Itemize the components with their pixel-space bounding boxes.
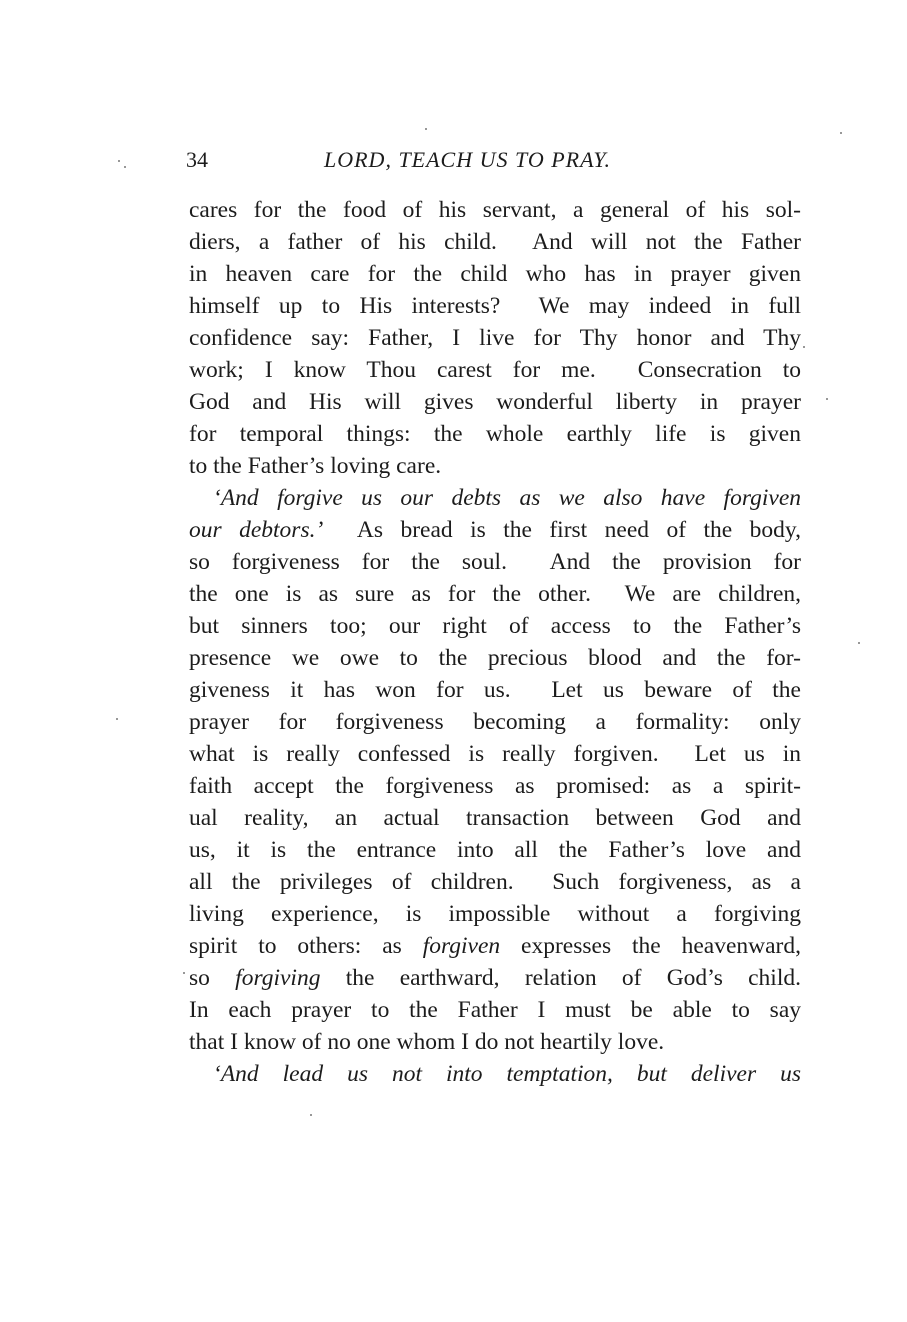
- text-segment: presence we owe to the precious blood and the for-: [189, 645, 801, 671]
- text-line: [189, 258, 801, 290]
- text-line: [189, 1058, 801, 1090]
- text-line: [189, 994, 801, 1026]
- text-segment: expresses the heavenward,: [500, 933, 801, 959]
- scan-speck: [840, 132, 842, 134]
- page-number: 34: [186, 147, 208, 172]
- scan-speck: [118, 160, 120, 162]
- text-segment: to the Father’s loving care.: [189, 453, 442, 479]
- text-line: [189, 642, 801, 674]
- text-line: [189, 354, 801, 386]
- body-text: [189, 194, 801, 1090]
- italic-text: forgiven: [422, 933, 501, 959]
- italic-text: our debtors.’: [189, 517, 324, 543]
- text-segment: in heaven care for the child who has in prayer given: [189, 261, 801, 287]
- text-segment: himself up to His interests? We may indeed in full: [189, 293, 801, 319]
- text-line: [189, 194, 801, 226]
- text-segment: the earthward, relation of God’s child.: [320, 965, 801, 991]
- text-line: [189, 546, 801, 578]
- text-line: [189, 898, 801, 930]
- text-line: [189, 834, 801, 866]
- text-segment: living experience, is impossible without a forgiving: [189, 901, 801, 927]
- text-line: [189, 674, 801, 706]
- text-segment: diers, a father of his child. And will not the Father: [189, 229, 801, 255]
- text-segment: As bread is the first need of the body,: [323, 517, 801, 543]
- scan-speck: [310, 1114, 312, 1116]
- text-segment: so: [189, 965, 236, 991]
- text-segment: ual reality, an actual transaction between God and: [189, 805, 801, 831]
- text-segment: all the privileges of children. Such forgiveness, as a: [189, 869, 801, 895]
- text-segment: confidence say: Father, I live for Thy honor and Thy: [189, 325, 801, 351]
- scan-speck: [803, 346, 805, 348]
- text-line: [189, 1026, 801, 1058]
- text-line: [189, 610, 801, 642]
- text-segment: prayer for forgiveness becoming a formality: only: [189, 709, 801, 735]
- text-line: [189, 290, 801, 322]
- text-segment: spirit to others: as: [189, 933, 423, 959]
- text-line: [189, 226, 801, 258]
- italic-text: forgiving: [235, 965, 321, 991]
- text-segment: us, it is the entrance into all the Father’s love and: [189, 837, 801, 863]
- text-line: [189, 386, 801, 418]
- scan-speck: [858, 642, 860, 644]
- text-line: [189, 738, 801, 770]
- text-segment: but sinners too; our right of access to the Father’s: [189, 613, 801, 639]
- text-line: [189, 450, 801, 482]
- text-line: [189, 418, 801, 450]
- text-line: [189, 802, 801, 834]
- scan-speck: [116, 718, 118, 720]
- text-segment: God and His will gives wonderful liberty in prayer: [189, 389, 801, 415]
- italic-text: ‘And forgive us our debts as we also have forgiven: [213, 485, 801, 511]
- text-line: [189, 322, 801, 354]
- scan-speck: [124, 166, 126, 168]
- scan-speck: [826, 398, 828, 400]
- text-line: [189, 866, 801, 898]
- scan-speck: [425, 128, 427, 130]
- text-line: [189, 578, 801, 610]
- text-segment: cares for the food of his servant, a general of his sol-: [189, 197, 801, 223]
- italic-text: ‘And lead us not into temptation, but deliver us: [213, 1061, 801, 1087]
- text-segment: for temporal things: the whole earthly life is given: [189, 421, 801, 447]
- text-segment: giveness it has won for us. Let us beware of the: [189, 677, 801, 703]
- text-line: [189, 514, 801, 546]
- text-segment: work; I know Thou carest for me. Consecration to: [189, 357, 801, 383]
- text-segment: In each prayer to the Father I must be able to say: [189, 997, 801, 1023]
- text-segment: what is really confessed is really forgiven. Let us in: [189, 741, 801, 767]
- scan-speck: [183, 972, 185, 974]
- text-line: [189, 930, 801, 962]
- text-segment: that I know of no one whom I do not heartily love.: [189, 1029, 665, 1055]
- text-line: [189, 770, 801, 802]
- text-line: [189, 482, 801, 514]
- running-head: LORD, TEACH US TO PRAY.: [324, 147, 612, 172]
- text-segment: faith accept the forgiveness as promised: as a spirit-: [189, 773, 801, 799]
- text-line: [189, 706, 801, 738]
- text-segment: so forgiveness for the soul. And the provision for: [189, 549, 801, 575]
- page-header: [186, 143, 806, 177]
- text-segment: the one is as sure as for the other. We are children,: [189, 581, 801, 607]
- text-line: [189, 962, 801, 994]
